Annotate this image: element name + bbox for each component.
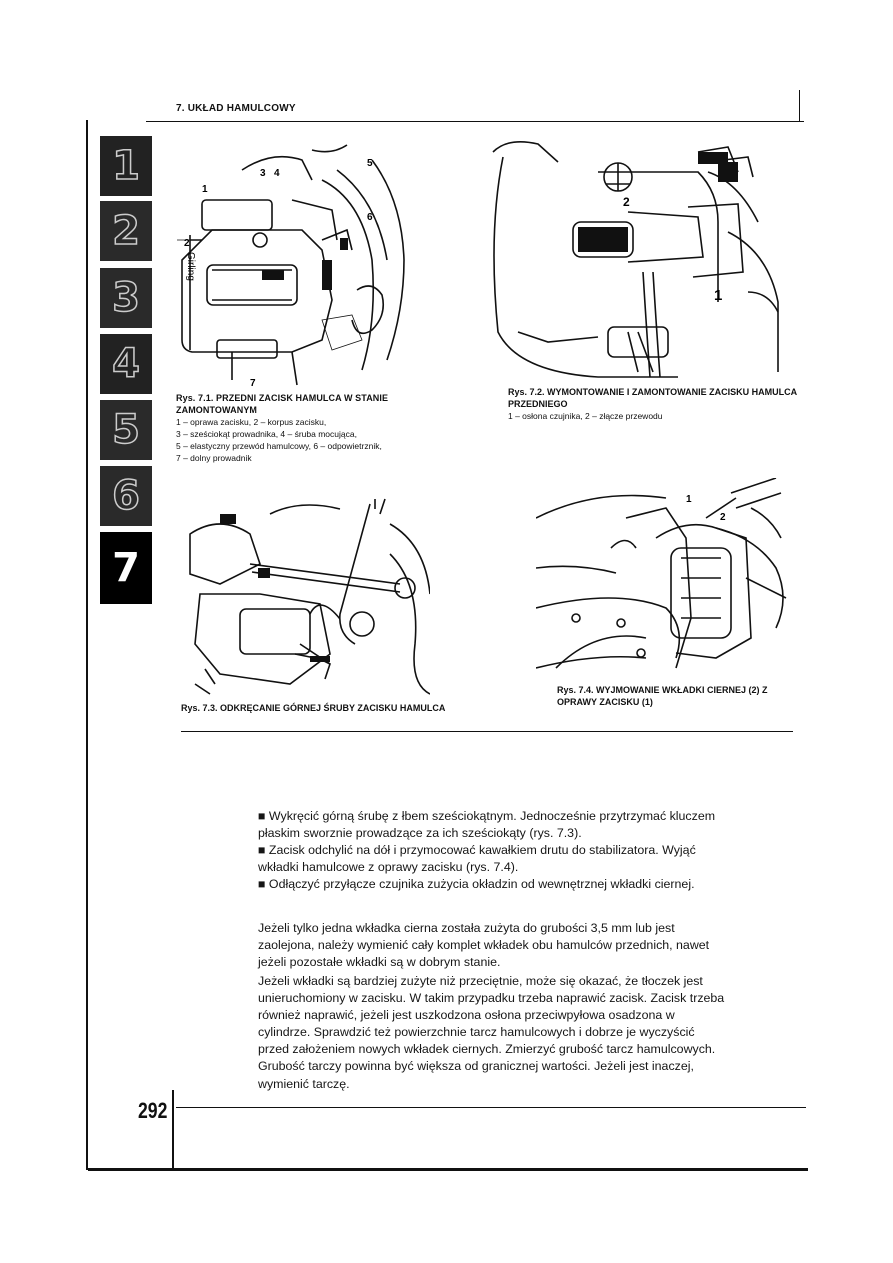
- figure-7-2-drawing: [478, 132, 790, 384]
- side-tab-5: [100, 400, 152, 460]
- figure-7-2: [478, 132, 790, 384]
- side-tab-6-label: 6: [112, 473, 140, 519]
- footer-vertical: [172, 1090, 174, 1170]
- page-number: 292: [138, 1098, 168, 1123]
- fig71-callout-6: 6: [367, 212, 373, 223]
- girling-stamp: Girling: [185, 252, 196, 281]
- side-tab-6: [100, 466, 152, 526]
- figure-7-3: [180, 494, 430, 696]
- figure-7-1-drawing: [172, 140, 412, 388]
- fig71-legend-line-2: 3 – sześciokąt prowadnika, 4 – śruba mocująca,: [176, 429, 357, 439]
- instruction-1: ■ Wykręcić górną śrubę z łbem sześciokątnym. Jednocześnie przytrzymać kluczem płaskim sworznie prowadzące za ich sześciokąty (rys. 7.3).: [258, 809, 716, 841]
- fig72-caption-title: Rys. 7.2. WYMONTOWANIE I ZAMONTOWANIE ZACISKU HAMULCA PRZEDNIEGO: [508, 387, 797, 409]
- fig71-callout-3: 3: [260, 168, 266, 179]
- side-tab-2: [100, 201, 152, 261]
- side-tab-3: [100, 268, 152, 328]
- fig71-callout-1: 1: [202, 184, 208, 195]
- fig71-callout-7: 7: [250, 378, 256, 388]
- paragraph-2: Jeżeli wkładki są bardziej zużyte niż przeciętnie, może się okazać, że tłoczek jest unieruchomiony w zacisku. W takim przypadku trzeba naprawić zacisk. Zacisk trzeba również naprawić, jeżeli jest uszkodzona osłona przeciwpyłowa osadzona w cylindrze. Sprawdzić też powierzchnie tarcz hamulcowych i dobrze je wyczyścić przed założeniem nowych wkładek ciernych. Zmierzyć grubość tarcz hamulcowych. Grubość tarczy powinna być większa od granicznej wartości. Jeżeli jest inaczej, wymienić tarczę.: [258, 974, 725, 1091]
- figure-7-4: [536, 478, 790, 688]
- fig71-callout-4: 4: [274, 168, 280, 179]
- side-tab-1-label: 1: [112, 143, 140, 189]
- figure-7-1-caption: [176, 392, 416, 464]
- fig72-callout-2: 2: [623, 195, 630, 209]
- figure-7-3-drawing: [180, 494, 430, 696]
- fig74-callout-1: 1: [686, 494, 692, 505]
- side-tab-4: [100, 334, 152, 394]
- figure-7-4-caption: [557, 684, 797, 708]
- figure-7-1: [172, 140, 412, 388]
- side-tab-3-label: 3: [112, 275, 140, 321]
- figure-7-3-caption: [181, 702, 481, 714]
- fig71-legend-line-4: 7 – dolny prowadnik: [176, 453, 252, 463]
- fig71-legend-line-1: 1 – oprawa zacisku, 2 – korpus zacisku,: [176, 417, 327, 427]
- side-tab-4-label: 4: [112, 341, 140, 387]
- figure-7-2-caption: [508, 386, 798, 422]
- footer-rule-top: [176, 1107, 806, 1108]
- fig71-legend-line-3: 5 – elastyczny przewód hamulcowy, 6 – odpowietrznik,: [176, 441, 382, 451]
- fig72-legend-line-1: 1 – osłona czujnika, 2 – złącze przewodu: [508, 411, 663, 421]
- figures-divider: [181, 731, 793, 732]
- fig74-caption-title: Rys. 7.4. WYJMOWANIE WKŁADKI CIERNEJ (2) Z OPRAWY ZACISKU (1): [557, 685, 768, 707]
- paragraph-1: Jeżeli tylko jedna wkładka cierna została zużyta do grubości 3,5 mm lub jest zaolejona, należy wymienić cały komplet wkładek obu hamulców przednich, nawet jeżeli pozostałe wkładki są w dobrym stanie.: [258, 921, 710, 970]
- fig71-callout-5: 5: [367, 158, 373, 169]
- chapter-header: 7. UKŁAD HAMULCOWY: [176, 103, 296, 114]
- footer-rule-bottom: [88, 1168, 808, 1171]
- instruction-2: ■ Zacisk odchylić na dół i przymocować kawałkiem drutu do stabilizatora. Wyjąć wkładki hamulcowe z oprawy zacisku (rys. 7.4).: [258, 843, 696, 875]
- figure-7-4-drawing: [536, 478, 790, 688]
- side-tab-2-label: 2: [112, 208, 140, 254]
- side-tab-7: [100, 532, 152, 604]
- fig71-caption-title: Rys. 7.1. PRZEDNI ZACISK HAMULCA W STANIE ZAMONTOWANYM: [176, 393, 389, 415]
- fig74-callout-2: 2: [720, 512, 726, 523]
- side-tab-5-label: 5: [112, 407, 140, 453]
- header-rule: [146, 121, 804, 122]
- fig71-callout-2: 2: [184, 238, 190, 249]
- instructions-block: [258, 808, 728, 893]
- instruction-3: ■ Odłączyć przyłącze czujnika zużycia okładzin od wewnętrznej wkładki ciernej.: [258, 877, 695, 892]
- fig72-callout-1: 1: [714, 287, 723, 304]
- right-border: [799, 90, 800, 122]
- side-tab-1: [100, 136, 152, 196]
- side-tab-7-label: 7: [112, 545, 140, 591]
- fig73-caption-title: Rys. 7.3. ODKRĘCANIE GÓRNEJ ŚRUBY ZACISKU HAMULCA: [181, 703, 446, 713]
- left-margin-line: [86, 120, 88, 1170]
